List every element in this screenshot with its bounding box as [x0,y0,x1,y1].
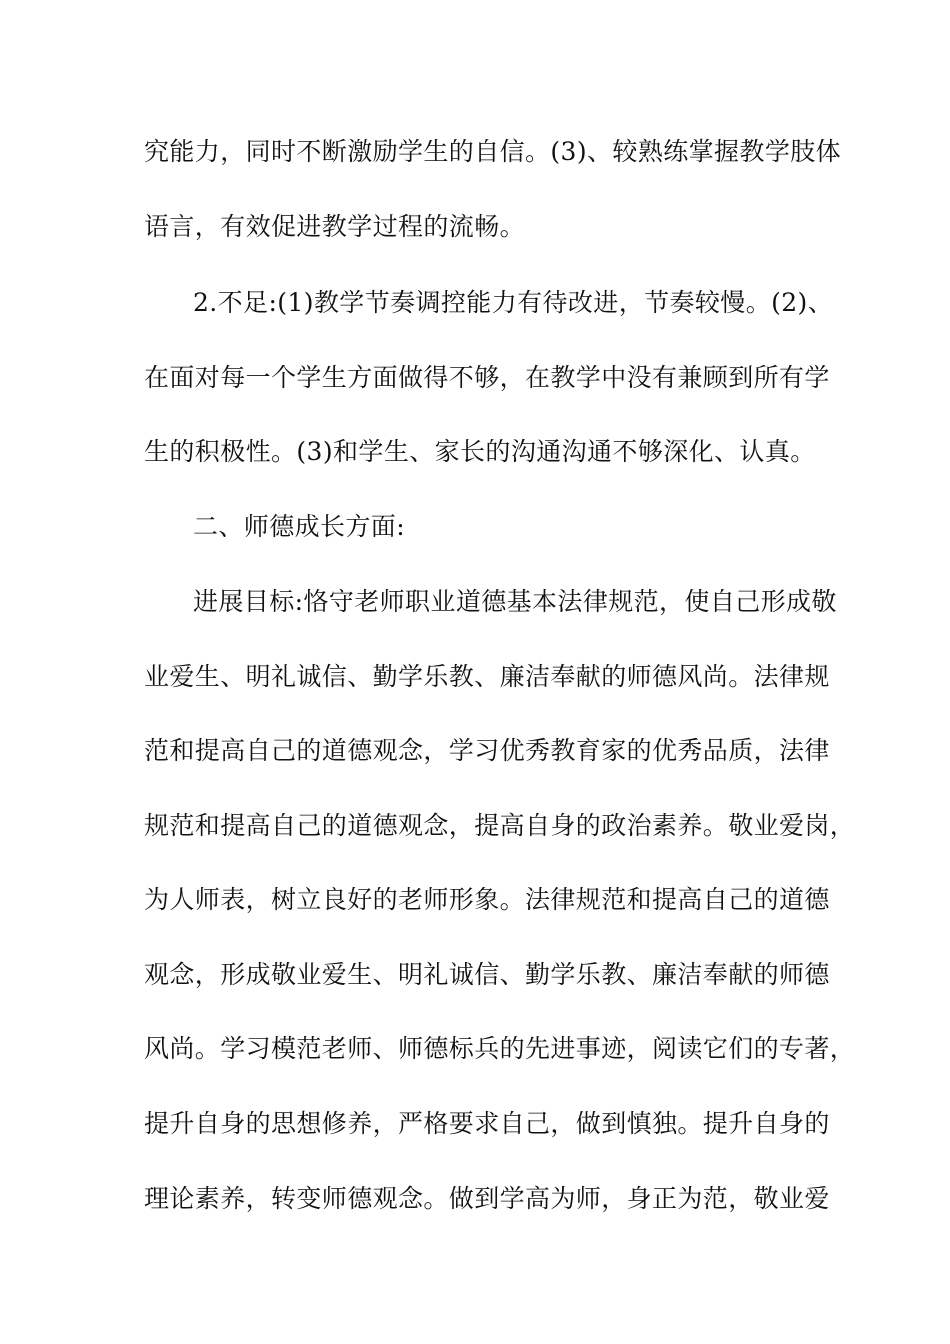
text-line: 2.不足:(1)教学节奏调控能力有待改进，节奏较慢。(2)、 [193,288,834,317]
text-line: 风尚。学习模范老师、师德标兵的先进事迹，阅读它们的专著， [144,1034,856,1063]
text-line: 观念，形成敬业爱生、明礼诚信、勤学乐教、廉洁奉献的师德 [144,960,830,989]
text-line: 进展目标:恪守老师职业道德基本法律规范，使自己形成敬 [193,587,837,616]
text-line: 语言，有效促进教学过程的流畅。 [144,212,526,241]
text-line: 究能力，同时不断激励学生的自信。(3)、较熟练掌握教学肢体 [144,137,842,166]
text-line: 为人师表，树立良好的老师形象。法律规范和提高自己的道德 [144,885,830,914]
text-line: 范和提高自己的道德观念，学习优秀教育家的优秀品质，法律 [144,736,830,765]
text-line: 提升自身的思想修养，严格要求自己，做到慎独。提升自身的 [144,1109,830,1138]
text-line: 规范和提高自己的道德观念，提高自身的政治素养。敬业爱岗， [144,811,856,840]
section-heading: 二、师德成长方面: [193,512,406,541]
text-line: 生的积极性。(3)和学生、家长的沟通沟通不够深化、认真。 [144,437,816,466]
text-line: 业爱生、明礼诚信、勤学乐教、廉洁奉献的师德风尚。法律规 [144,662,830,691]
text-line: 理论素养，转变师德观念。做到学高为师，身正为范，敬业爱 [144,1184,830,1213]
text-line: 在面对每一个学生方面做得不够，在教学中没有兼顾到所有学 [144,363,830,392]
